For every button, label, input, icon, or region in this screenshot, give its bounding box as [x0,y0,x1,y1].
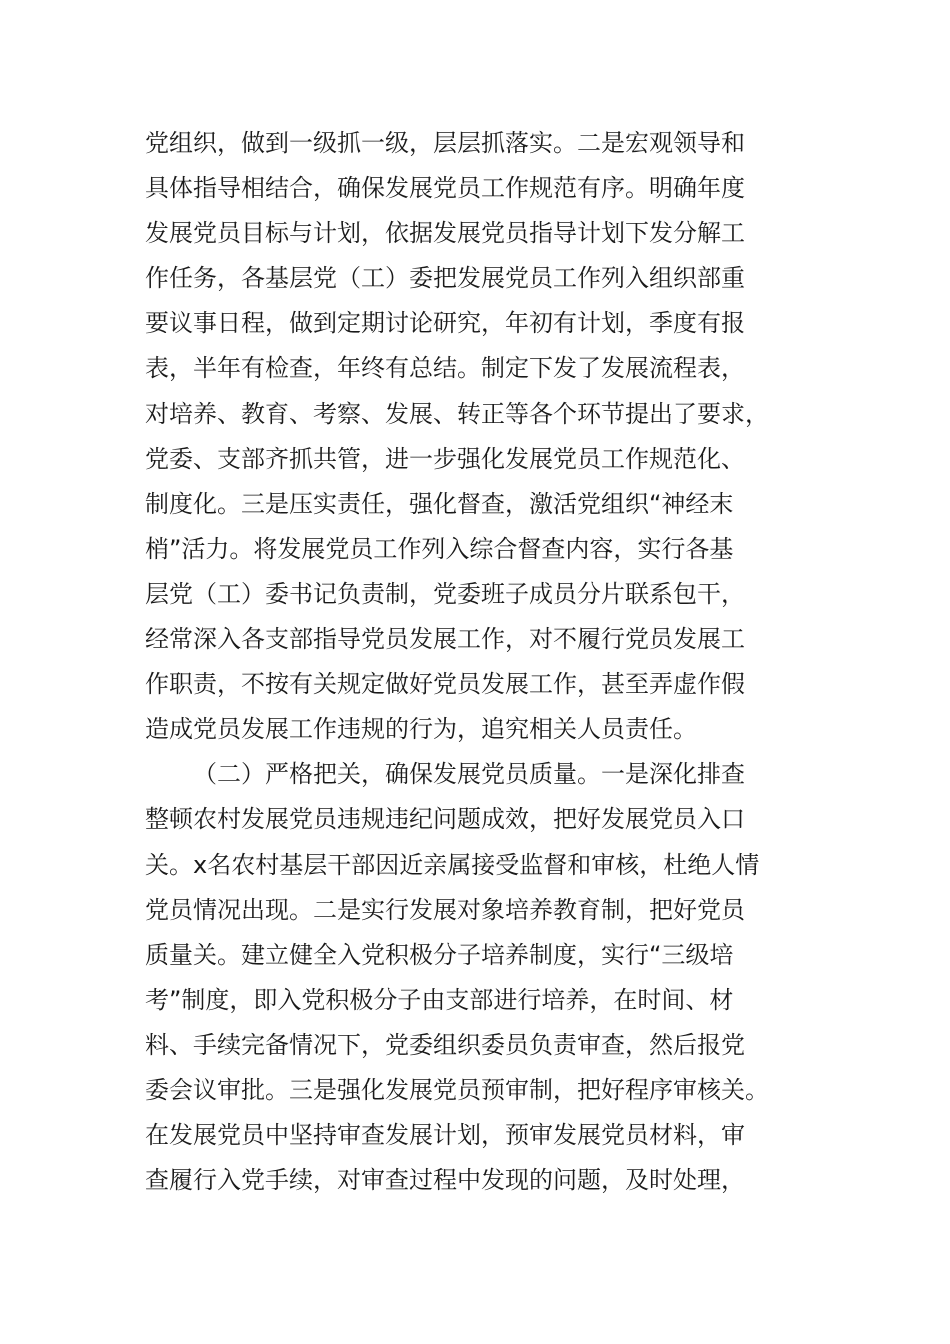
text-line: 制度化。三是压实责任，强化督查，激活党组织“神经末 [145,489,734,518]
text-line: 要议事日程，做到定期讨论研究，年初有计划，季度有报 [145,309,745,338]
text-line: 具体指导相结合，确保发展党员工作规范有序。明确年度 [145,174,745,203]
text-line: 作任务，各基层党（工）委把发展党员工作列入组织部重 [145,264,745,293]
section-heading-line: （二）严格把关，确保发展党员质量。一是深化排查 [193,760,745,789]
text-line: 查履行入党手续，对审查过程中发现的问题，及时处理， [145,1166,745,1195]
text-line: 梢”活力。将发展党员工作列入综合督查内容，实行各基 [145,534,734,563]
text-line: 整顿农村发展党员违规违纪问题成效，把好发展党员入口 [145,805,745,834]
text-line: 关。x名农村基层干部因近亲属接受监督和审核，杜绝人情 [145,850,760,879]
text-line: 经常深入各支部指导党员发展工作，对不履行党员发展工 [145,625,745,654]
text-line: 作职责，不按有关规定做好党员发展工作，甚至弄虚作假 [145,670,745,699]
text-line: 表，半年有检查，年终有总结。制定下发了发展流程表， [145,354,745,383]
text-line: 层党（工）委书记负责制，党委班子成员分片联系包干， [145,579,745,608]
text-line: 对培养、教育、考察、发展、转正等各个环节提出了要求， [145,399,769,428]
document-body [145,121,810,1203]
text-line: 在发展党员中坚持审查发展计划，预审发展党员材料，审 [145,1121,745,1150]
text-line: 委会议审批。三是强化发展党员预审制，把好程序审核关。 [145,1075,769,1104]
text-line: 发展党员目标与计划，依据发展党员指导计划下发分解工 [145,219,745,248]
text-line: 党委、支部齐抓共管，进一步强化发展党员工作规范化、 [145,444,745,473]
text-line: 质量关。建立健全入党积极分子培养制度，实行“三级培 [145,940,734,969]
text-line: 考”制度，即入党积极分子由支部进行培养，在时间、材 [145,985,734,1014]
text-line: 党员情况出现。二是实行发展对象培养教育制，把好党员 [145,895,745,924]
text-line: 党组织，做到一级抓一级，层层抓落实。二是宏观领导和 [145,129,745,157]
text-line: 造成党员发展工作违规的行为，追究相关人员责任。 [145,715,697,744]
text-line: 料、手续完备情况下，党委组织委员负责审查，然后报党 [145,1030,745,1059]
